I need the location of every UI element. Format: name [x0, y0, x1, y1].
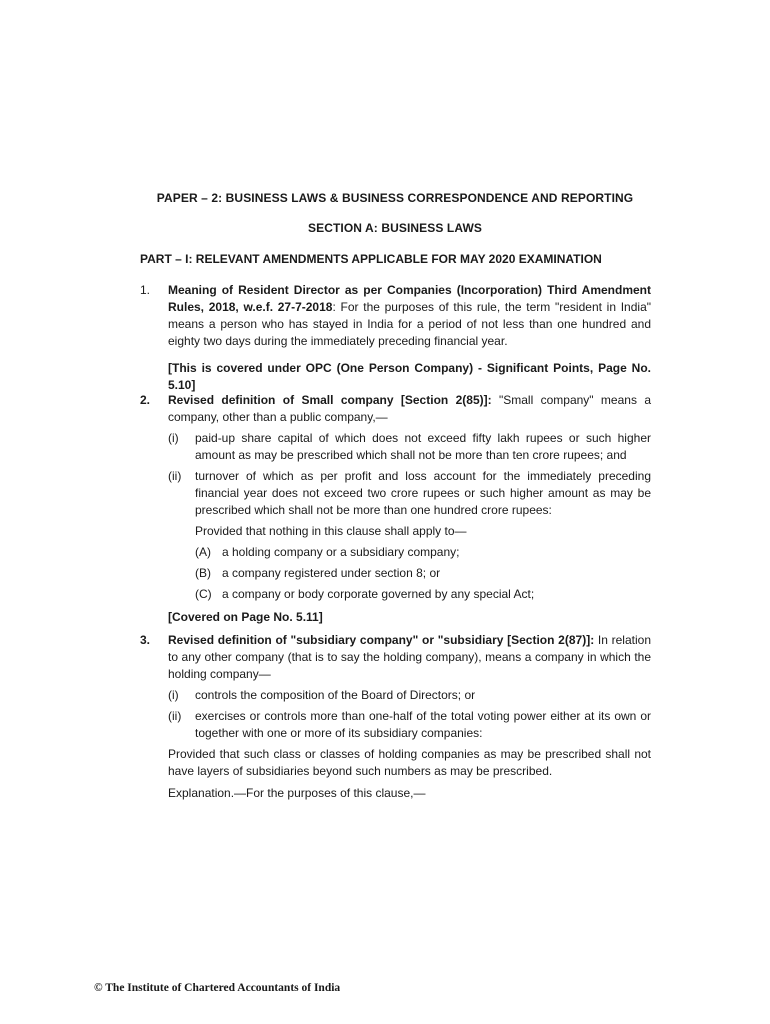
clause-text: exercises or controls more than one-half of the total voting power either at its own or together with one or more of its subsidiary companies: [195, 709, 651, 740]
item-3-paragraph [168, 632, 651, 683]
item-3-heading: Revised definition of "subsidiary company" or "subsidiary [Section 2(87)]: [168, 633, 595, 647]
proviso-label: (A) [195, 545, 211, 559]
proviso-text: a company registered under section 8; or [222, 566, 441, 580]
proviso-text: a holding company or a subsidiary company; [222, 545, 460, 559]
proviso-item-a [195, 544, 651, 561]
item-3 [140, 632, 651, 802]
proviso-item-c [195, 586, 651, 603]
item-2-heading: Revised definition of Small company [Section 2(85)]: [168, 393, 492, 407]
section-heading: SECTION A: BUSINESS LAWS [308, 221, 482, 235]
copyright-footer: © The Institute of Chartered Accountants of India [94, 982, 341, 994]
item-3-clause-ii [168, 708, 651, 742]
item-2-proviso-list [168, 544, 651, 603]
item-1-text: : For the purposes of this rule, the term "resident in India" means a person who has stayed in India for a period of not less than one hundred and eighty two days during the immediately preceding financial year. [168, 300, 652, 348]
item-number: 2. [140, 393, 151, 407]
proviso-label: (C) [195, 587, 212, 601]
clause-text: paid-up share capital of which does not exceed fifty lakh rupees or such higher amount as may be prescribed which shall not be more than ten crore rupees; and [195, 431, 651, 462]
item-2 [140, 392, 651, 626]
item-1-heading: Meaning of Resident Director as per Companies (Incorporation) Third Amendment Rules, 2018, w.e.f. 27-7-2018 [168, 283, 651, 314]
clause-text: controls the composition of the Board of Directors; or [195, 688, 476, 702]
item-2-note: [Covered on Page No. 5.11] [168, 610, 323, 624]
part-heading: PART – I: RELEVANT AMENDMENTS APPLICABLE FOR MAY 2020 EXAMINATION [140, 252, 602, 266]
proviso-text: a company or body corporate governed by any special Act; [222, 587, 535, 601]
paper-title: PAPER – 2: BUSINESS LAWS & BUSINESS CORRESPONDENCE AND REPORTING [156, 191, 634, 205]
item-2-clause-ii [168, 468, 651, 519]
item-2-proviso: Provided that nothing in this clause shall apply to— [195, 524, 467, 538]
proviso-label: (B) [195, 566, 211, 580]
item-3-proviso: Provided that such class or classes of holding companies as may be prescribed shall not have layers of subsidiaries beyond such numbers as may be prescribed. [168, 747, 651, 778]
item-1 [140, 282, 651, 394]
clause-label: (ii) [168, 709, 182, 723]
clause-label: (i) [168, 688, 179, 702]
item-2-proviso-wrap [168, 523, 651, 540]
item-2-paragraph [168, 392, 651, 426]
item-3-text: In relation to any other company (that is to say the holding company), means a company in which the holding company— [168, 633, 651, 681]
item-number: 1. [140, 283, 151, 297]
item-3-clause-i [168, 687, 651, 704]
item-number: 3. [140, 633, 151, 647]
item-1-note: [This is covered under OPC (One Person Company) - Significant Points, Page No. 5.10] [168, 361, 651, 392]
item-1-paragraph [168, 282, 651, 350]
item-2-text: "Small company" means a company, other than a public company,— [168, 393, 651, 424]
item-3-explanation: Explanation.—For the purposes of this clause,— [168, 786, 426, 800]
proviso-item-b [195, 565, 651, 582]
clause-text: turnover of which as per profit and loss account for the immediately preceding financial year does not exceed two crore rupees or such higher amount as may be prescribed which shall not be more than one hundred crore rupees: [195, 469, 651, 517]
item-2-clause-i [168, 430, 651, 464]
clause-label: (i) [168, 431, 179, 445]
clause-label: (ii) [168, 469, 182, 483]
